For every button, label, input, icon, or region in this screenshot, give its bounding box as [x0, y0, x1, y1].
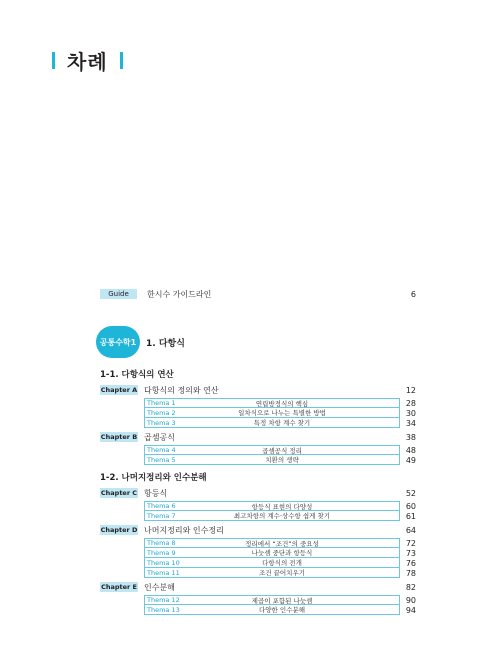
- chapter-page: 12: [405, 385, 416, 395]
- toc-list: [100, 369, 416, 615]
- chapter-badge: Chapter B: [100, 433, 138, 441]
- thema-entry[interactable]: [100, 418, 416, 428]
- thema-page: 72: [405, 538, 416, 548]
- thema-entry[interactable]: [100, 595, 416, 605]
- thema-title: 항등식 표현의 다양성: [251, 502, 313, 511]
- thema-label: Thema 4: [147, 446, 176, 454]
- chapter-title: 인수분해: [144, 582, 175, 592]
- thema-page: 90: [405, 595, 416, 605]
- thema-label: Thema 9: [147, 548, 176, 557]
- page-title: 차례: [67, 49, 108, 74]
- thema-label: Thema 6: [147, 502, 176, 510]
- thema-entry[interactable]: [100, 501, 416, 511]
- thema-entry[interactable]: [100, 568, 416, 578]
- thema-label: Thema 13: [147, 605, 180, 614]
- thema-title: 조건 끝어치우기: [258, 569, 306, 577]
- chapter-title: 다항식의 정의와 연산: [144, 385, 219, 395]
- chapter-page: 64: [405, 525, 416, 535]
- chapter-page: 52: [405, 488, 416, 498]
- thema-page: 61: [405, 511, 416, 521]
- thema-entry[interactable]: [100, 558, 416, 568]
- section-header: [96, 326, 185, 358]
- section-badge: 공통수학1: [96, 326, 140, 358]
- chapter-entry[interactable]: [100, 581, 416, 593]
- thema-page: 76: [405, 558, 416, 568]
- chapter-title: 항등식: [144, 488, 168, 498]
- thema-label: Thema 11: [147, 568, 180, 577]
- guide-entry[interactable]: [100, 288, 416, 300]
- thema-title: 나눗셈 중단과 항등식: [251, 549, 313, 557]
- chapter-entry[interactable]: [100, 524, 416, 536]
- section-title: 1. 다항식: [146, 338, 185, 349]
- thema-page: 49: [405, 455, 416, 465]
- thema-entry[interactable]: [100, 548, 416, 558]
- thema-label: Thema 8: [147, 539, 176, 547]
- thema-label: Thema 3: [147, 418, 176, 427]
- thema-title: 특정 차항 계수 찾기: [253, 419, 311, 427]
- toc-title: [52, 48, 123, 72]
- chapter-badge: Chapter A: [100, 386, 138, 394]
- chapter-badge: Chapter C: [100, 489, 138, 497]
- thema-label: Thema 2: [147, 408, 176, 417]
- thema-title: 다양한 인수분해: [258, 606, 306, 614]
- chapter-badge: Chapter E: [101, 583, 137, 591]
- thema-title: 최고차항의 계수·상수항 쉽게 찾기: [233, 512, 331, 520]
- thema-page: 94: [405, 605, 416, 615]
- thema-title: 정리에서 “조건”의 중요성: [245, 539, 319, 548]
- title-right-bar: [120, 52, 123, 69]
- thema-entry[interactable]: [100, 398, 416, 408]
- thema-label: Thema 1: [147, 399, 176, 407]
- thema-title: 일차식으로 나누는 특별한 방법: [238, 409, 326, 417]
- thema-entry[interactable]: [100, 605, 416, 615]
- thema-entry[interactable]: [100, 538, 416, 548]
- thema-title: 곱셈공식 정리: [262, 446, 302, 455]
- subsection-title: 1-2. 나머지정리와 인수분해: [100, 473, 207, 483]
- subsection-title: 1-1. 다항식의 연산: [100, 370, 174, 380]
- thema-label: Thema 12: [147, 596, 180, 604]
- thema-entry[interactable]: [100, 455, 416, 465]
- thema-page: 60: [405, 501, 416, 511]
- thema-entry[interactable]: [100, 408, 416, 418]
- guide-title: 한시수 가이드라인: [147, 289, 212, 299]
- thema-label: Thema 10: [147, 558, 180, 567]
- thema-title: 연립방정식의 핵심: [255, 399, 309, 408]
- guide-badge: Guide: [100, 289, 137, 299]
- chapter-entry[interactable]: [100, 384, 416, 396]
- chapter-entry[interactable]: [100, 431, 416, 443]
- thema-label: Thema 5: [147, 455, 176, 464]
- thema-title: 다항식의 전개: [262, 559, 302, 567]
- thema-title: 제곱이 포함된 나눗셈: [251, 596, 313, 605]
- thema-label: Thema 7: [147, 511, 176, 520]
- guide-page: 6: [410, 289, 416, 299]
- thema-entry[interactable]: [100, 511, 416, 521]
- thema-title: 치환의 생략: [265, 456, 299, 464]
- thema-page: 30: [405, 408, 416, 418]
- thema-page: 34: [405, 418, 416, 428]
- chapter-title: 나머지정리와 인수정리: [144, 525, 224, 535]
- title-left-bar: [52, 52, 55, 69]
- thema-page: 73: [405, 548, 416, 558]
- chapter-page: 38: [405, 432, 416, 442]
- thema-page: 48: [405, 445, 416, 455]
- thema-page: 78: [405, 568, 416, 578]
- chapter-page: 82: [405, 582, 416, 592]
- thema-page: 28: [405, 398, 416, 408]
- thema-entry[interactable]: [100, 445, 416, 455]
- chapter-title: 곱셈공식: [144, 432, 175, 442]
- chapter-badge: Chapter D: [100, 526, 138, 534]
- chapter-entry[interactable]: [100, 487, 416, 499]
